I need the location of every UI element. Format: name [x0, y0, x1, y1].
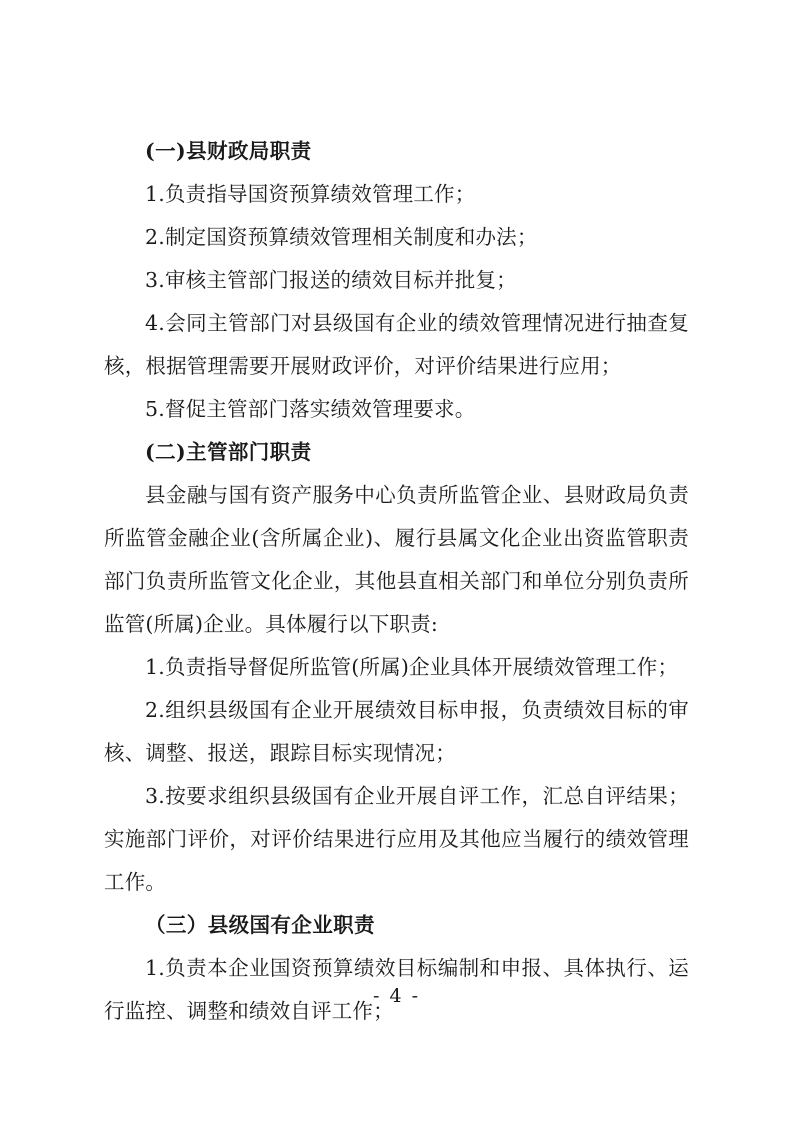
list-item: 3.按要求组织县级国有企业开展自评工作，汇总自评结果；实施部门评价，对评价结果进行应用及其他应当履行的绩效管理工作。: [104, 784, 689, 894]
document-body: [104, 130, 689, 1033]
list-item: 5.督促主管部门落实绩效管理要求。: [145, 397, 476, 421]
list-item: 3.审核主管部门报送的绩效目标并批复；: [145, 268, 517, 292]
section-heading: (二)主管部门职责: [145, 440, 312, 464]
list-item: 1.负责指导国资预算绩效管理工作；: [145, 182, 476, 206]
list-item: 1.负责指导督促所监管(所属)企业具体开展绩效管理工作；: [145, 655, 679, 679]
section-heading: (一)县财政局职责: [145, 139, 312, 163]
list-item: 1.负责本企业国资预算绩效目标编制和申报、具体执行、运行监控、调整和绩效自评工作；: [104, 956, 689, 1023]
page-number: - 4 -: [372, 985, 420, 1007]
body-paragraph: 县金融与国有资产服务中心负责所监管企业、县财政局负责所监管金融企业(含所属企业)、履行县属文化企业出资监管职责部门负责所监管文化企业，其他县直相关部门和单位分别负责所监管(所属)企业。具体履行以下职责:: [104, 483, 689, 636]
list-item: 4.会同主管部门对县级国有企业的绩效管理情况进行抽查复核，根据管理需要开展财政评价，对评价结果进行应用；: [104, 311, 689, 378]
list-item: 2.制定国资预算绩效管理相关制度和办法；: [145, 225, 538, 249]
section-heading: （三）县级国有企业职责: [145, 913, 375, 937]
list-item: 2.组织县级国有企业开展绩效目标申报，负责绩效目标的审核、调整、报送，跟踪目标实现情况；: [104, 698, 689, 765]
